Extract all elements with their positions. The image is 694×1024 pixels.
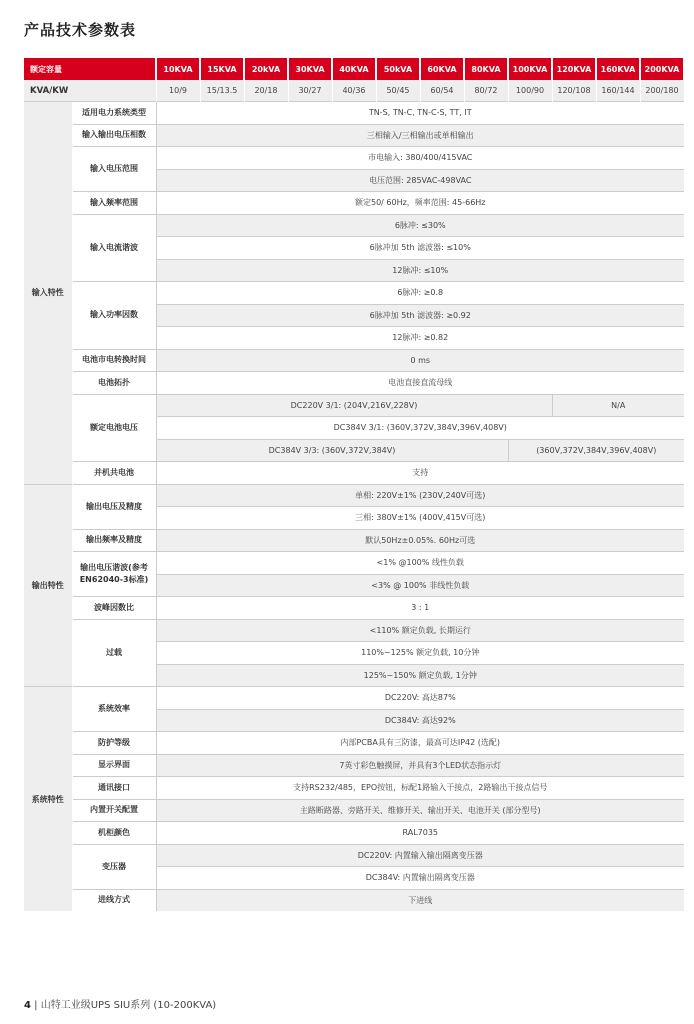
kva-label: KVA/KW [24,80,156,102]
model-header: 120KVA [552,58,596,80]
row-value: 支持RS232/485，EPO按钮，标配1路输入干接点，2路输出干接点信号 [156,777,684,800]
spec-row [24,552,684,575]
kva-value: 100/90 [508,80,552,102]
row-label: 防护等级 [72,732,156,755]
row-value: 6脉冲: ≤30% [156,214,684,237]
spec-row [24,462,684,485]
page-title: 产品技术参数表 [24,21,137,39]
row-value: 下进线 [156,889,684,911]
spec-row [24,529,684,552]
spec-row [24,844,684,867]
spec-row [24,349,684,372]
row-value: 0 ms [156,349,684,372]
row-value: 6脉冲: ≥0.8 [156,282,684,305]
spec-row [24,889,684,911]
row-value: DC384V 3/1: (360V,372V,384V,396V,408V) [156,417,684,440]
row-label: 过载 [72,619,156,687]
model-header: 50kVA [376,58,420,80]
row-label: 输入功率因数 [72,282,156,350]
row-value: 7英寸彩色触摸屏，并具有3个LED状态指示灯 [156,754,684,777]
row-value: 额定50/ 60Hz，频率范围: 45-66Hz [156,192,684,215]
kva-value: 160/144 [596,80,640,102]
spec-row [24,619,684,642]
row-label: 输入输出电压相数 [72,124,156,147]
row-value: 内部PCBA具有三防漆，最高可达IP42 (选配) [156,732,684,755]
row-label: 变压器 [72,844,156,889]
row-value: DC384V 3/3: (360V,372V,384V) [156,439,508,462]
spec-row [24,372,684,395]
model-header: 100KVA [508,58,552,80]
row-label: 并机共电池 [72,462,156,485]
row-label: 适用电力系统类型 [72,102,156,125]
header-label: 额定容量 [24,58,156,80]
row-label: 显示界面 [72,754,156,777]
spec-row [24,147,684,170]
spec-row [24,124,684,147]
row-value: 三相: 380V±1% (400V,415V可选) [156,507,684,530]
spec-table [24,58,685,911]
spec-row [24,192,684,215]
row-label: 输入电流谐波 [72,214,156,282]
kva-value: 15/13.5 [200,80,244,102]
row-value: (360V,372V,384V,396V,408V) [508,439,684,462]
spec-row [24,777,684,800]
kva-value: 20/18 [244,80,288,102]
row-value: 6脉冲加 5th 滤波器: ≥0.92 [156,304,684,327]
row-value: DC220V: 高达87% [156,687,684,710]
model-header: 20kVA [244,58,288,80]
row-value: 12脉冲: ≤10% [156,259,684,282]
spec-row [24,754,684,777]
row-label: 系统效率 [72,687,156,732]
row-label: 电池市电转换时间 [72,349,156,372]
section-system: 系统特性 [24,687,72,912]
row-value: 默认50Hz±0.05%. 60Hz可选 [156,529,684,552]
model-header: 15KVA [200,58,244,80]
page-number: 4 [24,1000,31,1011]
spec-row [24,732,684,755]
spec-row [24,822,684,845]
row-label: 电池拓扑 [72,372,156,395]
row-value: <110% 额定负载, 长期运行 [156,619,684,642]
row-value: RAL7035 [156,822,684,845]
kva-value: 60/54 [420,80,464,102]
row-label: 输入频率范围 [72,192,156,215]
model-header: 80KVA [464,58,508,80]
row-label: 内置开关配置 [72,799,156,822]
row-value: <3% @ 100% 非线性负载 [156,574,684,597]
kva-value: 30/27 [288,80,332,102]
spec-row [24,687,684,710]
row-value: <1% @100% 线性负载 [156,552,684,575]
model-header: 160KVA [596,58,640,80]
kva-row [24,80,684,102]
row-value: N/A [552,394,684,417]
row-label: 输出电压谐波(参考EN62040-3标准) [72,552,156,597]
header-row [24,58,684,80]
row-value: DC384V: 内置输出隔离变压器 [156,867,684,890]
spec-row [24,102,684,125]
row-value: 主路断路器、旁路开关、维修开关、输出开关、电池开关 (部分型号) [156,799,684,822]
row-value: 电池直接直流母线 [156,372,684,395]
kva-value: 80/72 [464,80,508,102]
footer-text: 山特工业级UPS SIU系列 (10-200KVA) [40,1000,217,1011]
row-value: DC220V 3/1: (204V,216V,228V) [156,394,552,417]
row-value: DC220V: 内置输入输出隔离变压器 [156,844,684,867]
kva-value: 10/9 [156,80,200,102]
row-label: 波峰因数比 [72,597,156,620]
row-label: 输入电压范围 [72,147,156,192]
spec-row [24,394,684,417]
row-label: 输出频率及精度 [72,529,156,552]
row-value: 市电输入: 380/400/415VAC [156,147,684,170]
kva-value: 200/180 [640,80,684,102]
row-value: 6脉冲加 5th 滤波器: ≤10% [156,237,684,260]
spec-row [24,799,684,822]
row-value: 支持 [156,462,684,485]
row-label: 额定电池电压 [72,394,156,462]
kva-value: 50/45 [376,80,420,102]
model-header: 10KVA [156,58,200,80]
page-footer [24,996,216,1011]
row-value: TN-S, TN-C, TN-C-S, TT, IT [156,102,684,125]
row-value: 125%~150% 额定负载, 1分钟 [156,664,684,687]
row-value: 12脉冲: ≥0.82 [156,327,684,350]
spec-row [24,214,684,237]
model-header: 200KVA [640,58,684,80]
row-value: DC384V: 高达92% [156,709,684,732]
model-header: 40KVA [332,58,376,80]
row-label: 进线方式 [72,889,156,911]
footer-divider: | [34,1000,41,1011]
spec-row [24,484,684,507]
section-output: 输出特性 [24,484,72,687]
spec-row [24,282,684,305]
section-input: 输入特性 [24,102,72,485]
row-value: 单相: 220V±1% (230V,240V可选) [156,484,684,507]
row-label: 输出电压及精度 [72,484,156,529]
model-header: 30KVA [288,58,332,80]
row-value: 电压范围: 285VAC-498VAC [156,169,684,192]
kva-value: 40/36 [332,80,376,102]
row-value: 110%~125% 额定负载, 10分钟 [156,642,684,665]
row-label: 通讯接口 [72,777,156,800]
kva-value: 120/108 [552,80,596,102]
row-value: 3 : 1 [156,597,684,620]
row-label: 机柜颜色 [72,822,156,845]
row-value: 三相输入/三相输出或单相输出 [156,124,684,147]
model-header: 60KVA [420,58,464,80]
spec-row [24,597,684,620]
